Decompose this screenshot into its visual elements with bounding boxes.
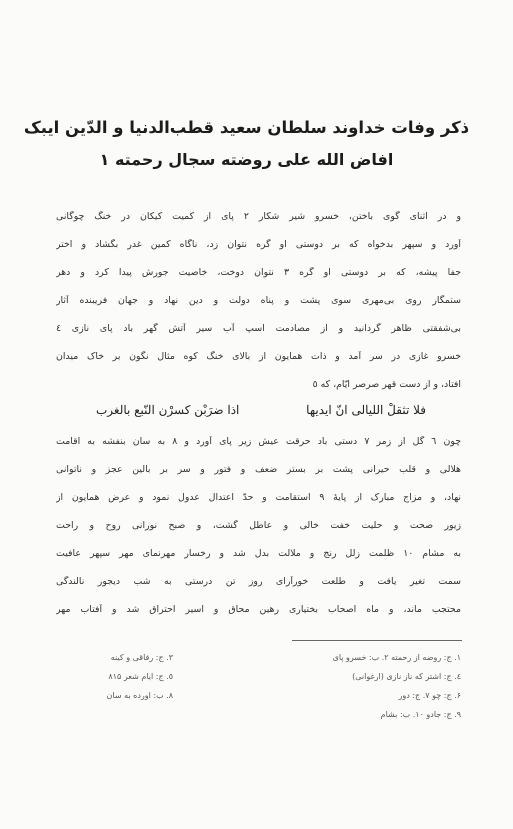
footnote: ٤. ج: اشتر که ناز نازی (ارغوانی) [352,672,461,681]
body-line: به مشام ١٠ ظلمت زلل رنج و ملالت بدل شد و رخسار مهرنمای مهر سپهر عافیت [56,548,461,559]
chapter-title-line-1: ذکر وفات خداوند سلطان سعید قطب‌الدنیا و الدّین ایبک [23,118,470,137]
body-line: بی‌شفقتی ظاهر گردانید و از مصادمت اسپ آب سیر آتش گهر باد پای نازی ٤ [56,323,461,334]
body-line: آورد و سپهر بدخواه که بر دوستی او گره نتوان زد، ناگاه کمین غدر بگشاد و اختر [56,239,461,250]
footnote-separator [292,640,462,641]
verse-hemistich-1: فلا تثقلْ اللیالی انّ ایدیها [306,403,426,417]
arabic-verse [96,403,426,417]
body-line: خسرو غازی در سر آمد و ذات همایون از بالای خنگ کوه مثال نگون بر خاک میدان [56,351,461,362]
body-line: افتاد، و از دست قهر صرصر ایّام، که ٥ [312,379,461,390]
body-line: سمت تغیر یافت و طلعت خورآرای روز تن درستی به شب دیجور نالندگی [56,576,461,587]
footnote: ٣. ج: رفاقی و کینه [110,653,173,662]
body-line: و در اثنای گوی باختن، خسرو شیر شکار ٢ پای از کمیت کیکان در خنگ چوگانی [56,211,461,222]
footnote: ٨. ب: اورده به سان [106,691,173,700]
body-line: محتجب ماند، و ماه اصحاب بختیاری رهین محاق و اسیر احتراق شد و آفتاب مهر [56,604,461,615]
footnote: ٩. ج: جادو ١٠. ب: بشام [380,710,461,719]
verse-hemistich-2: اذا ضرَبْن کسرْن النّبع بالغرب [96,403,240,417]
body-line: نهاد، و مزاج مبارک از پایهٔ ٩ استقامت و حدّ اعتدال عدول نمود و عرض همایون از [56,492,461,503]
body-line: چون ٦ گل از زمر ٧ دستی باد حرقت عیش زیر پای آورد و ٨ به سان بنفشه به اقامت [56,436,461,447]
body-line: هلالی و قلب حیرانی پشت بر بستر ضعف و فتور و سر بر بالین عجز و ناتوانی [56,464,461,475]
chapter-title-line-2: افاض الله علی روضته سجال رحمته ١ [99,150,394,169]
body-line: ستمگار روی بی‌مهری سوی پشت و پناه دولت و دین نهاد و جهان فریبنده آثار [56,295,461,306]
body-line: زیور صحت و حلیت خفت خالی و عاطل گشت، و صبح نورانی روح و راحت [56,520,461,531]
body-line: جفا پیشه، که بر دوستی او گره ٣ نتوان دوخت، خاصیت جورش پیدا کرد و دهر [56,267,461,278]
footnote: ١. ج: روضه از رحمته ٢. ب: خسرو پای [332,653,461,662]
footnote: ٥. ج: ایام شعر ٨١۵ [108,672,173,681]
footnote: ۶. ج: چو ٧. ج: دور [398,691,461,700]
